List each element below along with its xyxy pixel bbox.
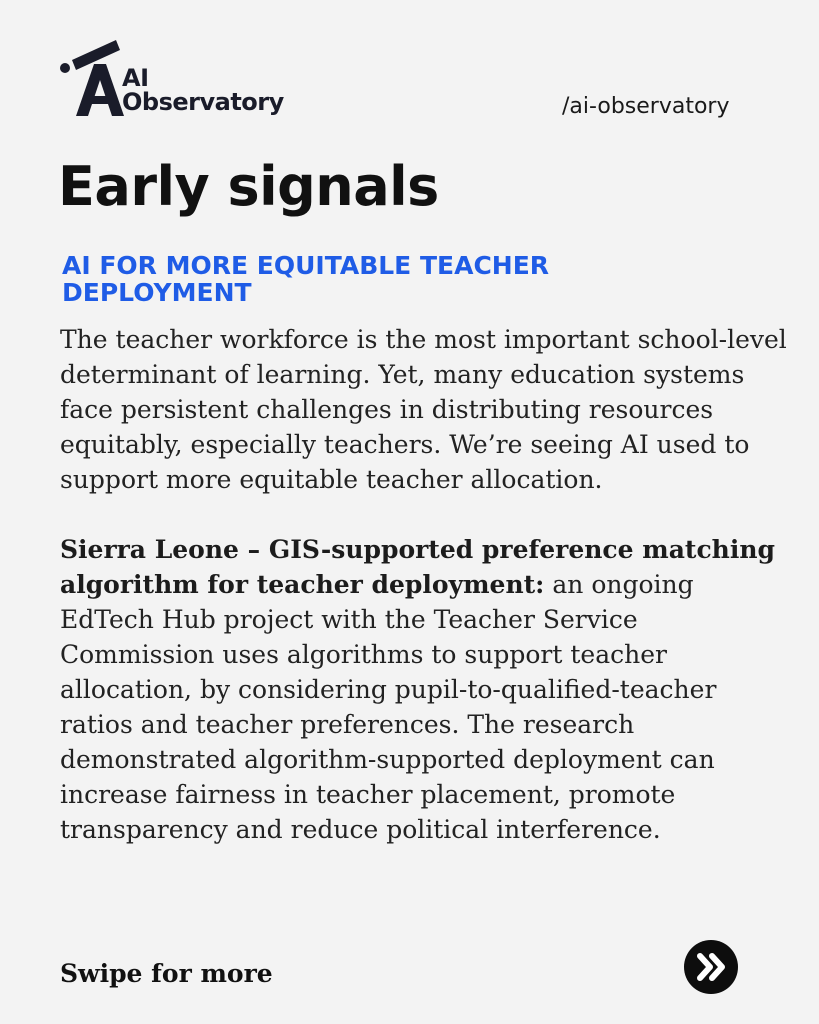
page-title: Early signals [58,155,439,218]
swipe-prompt: Swipe for more [60,959,273,988]
double-chevron-right-icon [684,940,738,994]
brand-logo [58,38,298,122]
paragraph-intro: The teacher workforce is the most important school-level determinant of learning. Yet, many education systems face persistent challenges in distributing resources equitably, especially teachers. We’re seeing AI used to support more equitable teacher allocation. [60,325,787,494]
case-study-lead: Sierra Leone – GIS-supported preference matching algorithm for teacher deployment: [60,535,775,599]
case-study-body: an ongoing EdTech Hub project with the Teacher Service Commission uses algorithms to support teacher allocation, by considering pupil-to-qualified-teacher ratios and teacher preferences. The research demonstrated algorithm-supported deployment can increase fairness in teacher placement, promote transparency and reduce political interference. [60,570,717,844]
logo-wordmark [122,66,284,114]
social-handle: /ai-observatory [562,94,730,119]
logo-line2: Observatory [122,88,284,116]
next-slide-button[interactable] [684,940,738,994]
telescope-icon [58,38,128,122]
section-subtitle: AI FOR MORE EQUITABLE TEACHER DEPLOYMENT [62,251,550,307]
logo-line1: AI [122,64,149,92]
paragraph-case-study [60,532,788,847]
body-text [60,322,788,847]
